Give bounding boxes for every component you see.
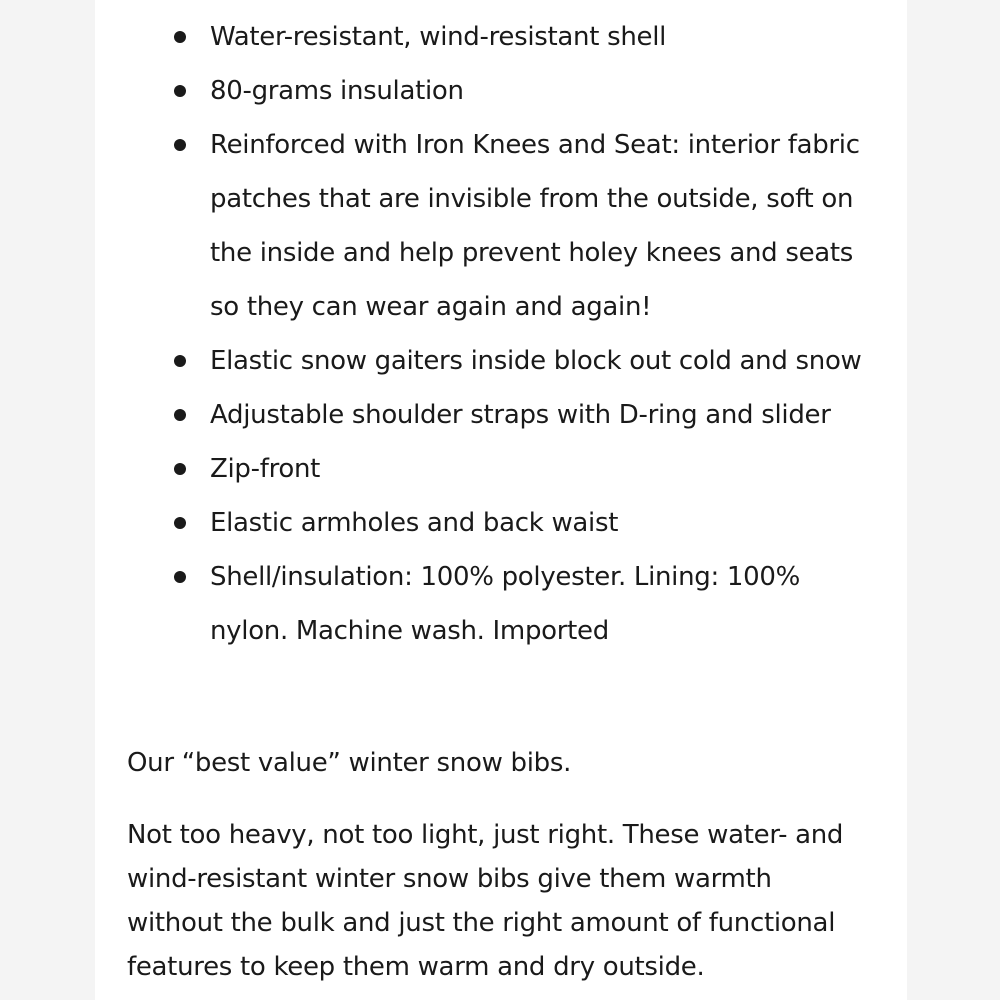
feature-item xyxy=(127,388,867,442)
feature-item xyxy=(127,496,867,550)
feature-item xyxy=(127,118,867,334)
feature-text: 80-grams insulation xyxy=(210,76,464,106)
feature-text: Zip-front xyxy=(210,454,321,484)
feature-text: Elastic armholes and back waist xyxy=(210,508,619,538)
product-description-panel xyxy=(95,0,907,1000)
feature-text: Water-resistant, wind-resistant shell xyxy=(210,22,667,52)
feature-item xyxy=(127,550,867,658)
bullet-icon xyxy=(174,85,186,97)
bullet-icon xyxy=(174,409,186,421)
bullet-icon xyxy=(174,31,186,43)
feature-item xyxy=(127,64,867,118)
bullet-icon xyxy=(174,139,186,151)
feature-text: Adjustable shoulder straps with D-ring and slider xyxy=(210,400,831,430)
description-paragraph: Not too heavy, not too light, just right. These water- and wind-resistant winter snow bibs give them warmth without the bulk and just the right amount of functional features to keep them warm and dry outside. xyxy=(127,820,844,982)
tagline-paragraph: Our “best value” winter snow bibs. xyxy=(127,748,572,778)
feature-text: Elastic snow gaiters inside block out cold and snow xyxy=(210,346,862,376)
bullet-icon xyxy=(174,517,186,529)
feature-text: Shell/insulation: 100% polyester. Lining: 100% nylon. Machine wash. Imported xyxy=(210,562,801,646)
feature-item xyxy=(127,334,867,388)
feature-item xyxy=(127,10,867,64)
feature-list xyxy=(127,10,867,658)
feature-item xyxy=(127,442,867,496)
bullet-icon xyxy=(174,463,186,475)
feature-text: Reinforced with Iron Knees and Seat: interior fabric patches that are invisible from the outside, soft on the inside and help prevent holey knees and seats so they can wear again and again! xyxy=(210,130,860,322)
bullet-icon xyxy=(174,355,186,367)
bullet-icon xyxy=(174,571,186,583)
